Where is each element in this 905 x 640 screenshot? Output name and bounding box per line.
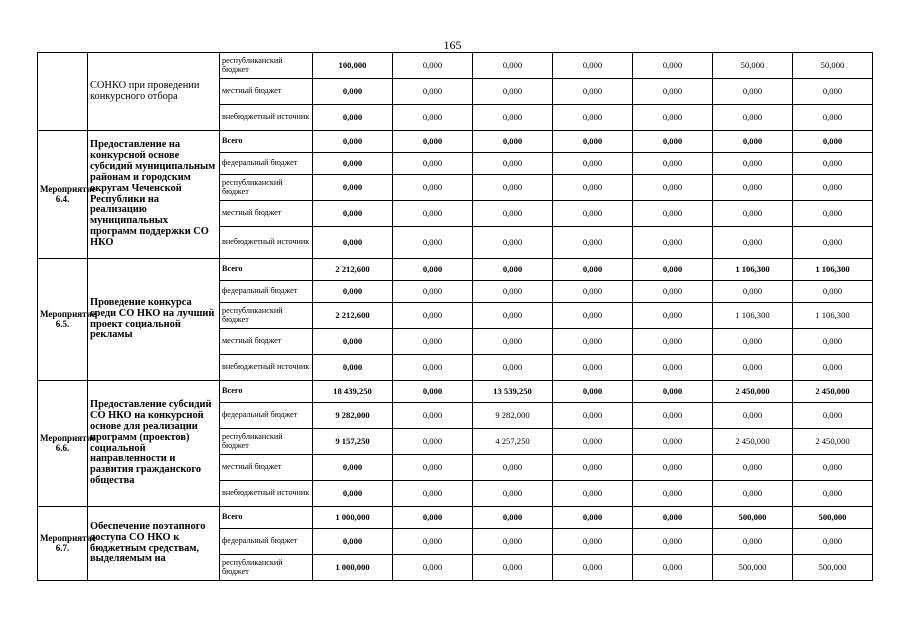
- total-amount-cell: 0,000: [313, 175, 393, 201]
- amount-cell: 0,000: [473, 131, 553, 153]
- total-amount-cell: 0,000: [313, 329, 393, 355]
- amount-cell: 0,000: [553, 281, 633, 303]
- amount-cell: 0,000: [393, 105, 473, 131]
- amount-cell: 0,000: [713, 481, 793, 507]
- funding-source: республиканский бюджет: [220, 429, 313, 455]
- amount-cell: 0,000: [633, 201, 713, 227]
- activity-code: [38, 53, 88, 131]
- amount-cell: 50,000: [793, 53, 873, 79]
- amount-cell: 0,000: [553, 529, 633, 555]
- total-amount-cell: 0,000: [313, 105, 393, 131]
- amount-cell: 0,000: [713, 153, 793, 175]
- total-amount-cell: 0,000: [313, 227, 393, 259]
- amount-cell: 0,000: [633, 403, 713, 429]
- amount-cell: 0,000: [553, 481, 633, 507]
- amount-cell: 0,000: [393, 355, 473, 381]
- amount-cell: 0,000: [393, 303, 473, 329]
- amount-cell: 0,000: [793, 281, 873, 303]
- amount-cell: 0,000: [393, 153, 473, 175]
- total-amount-cell: 9 282,000: [313, 403, 393, 429]
- amount-cell: 0,000: [713, 105, 793, 131]
- activity-code: Мероприятие 6.7.: [38, 507, 88, 581]
- amount-cell: 0,000: [793, 131, 873, 153]
- funding-source: Всего: [220, 259, 313, 281]
- amount-cell: 0,000: [633, 131, 713, 153]
- amount-cell: 0,000: [633, 429, 713, 455]
- amount-cell: 0,000: [633, 355, 713, 381]
- amount-cell: 0,000: [793, 529, 873, 555]
- amount-cell: 0,000: [473, 201, 553, 227]
- amount-cell: 0,000: [473, 153, 553, 175]
- amount-cell: 0,000: [793, 329, 873, 355]
- amount-cell: 0,000: [473, 259, 553, 281]
- amount-cell: 0,000: [633, 259, 713, 281]
- amount-cell: 500,000: [793, 507, 873, 529]
- amount-cell: 4 257,250: [473, 429, 553, 455]
- amount-cell: 0,000: [393, 131, 473, 153]
- amount-cell: 0,000: [473, 53, 553, 79]
- amount-cell: 0,000: [393, 555, 473, 581]
- amount-cell: 0,000: [553, 79, 633, 105]
- funding-source: республиканский бюджет: [220, 53, 313, 79]
- amount-cell: 1 106,300: [713, 303, 793, 329]
- table-row: [38, 131, 873, 153]
- funding-source: федеральный бюджет: [220, 281, 313, 303]
- funding-source: республиканский бюджет: [220, 175, 313, 201]
- amount-cell: 0,000: [473, 481, 553, 507]
- amount-cell: 0,000: [633, 381, 713, 403]
- total-amount-cell: 0,000: [313, 131, 393, 153]
- amount-cell: 0,000: [473, 281, 553, 303]
- amount-cell: 0,000: [393, 381, 473, 403]
- amount-cell: 0,000: [553, 105, 633, 131]
- amount-cell: 0,000: [393, 79, 473, 105]
- amount-cell: 2 450,000: [713, 429, 793, 455]
- amount-cell: 0,000: [633, 529, 713, 555]
- amount-cell: 0,000: [553, 403, 633, 429]
- amount-cell: 0,000: [393, 429, 473, 455]
- amount-cell: 0,000: [633, 175, 713, 201]
- total-amount-cell: 0,000: [313, 79, 393, 105]
- funding-source: Всего: [220, 131, 313, 153]
- amount-cell: 0,000: [473, 175, 553, 201]
- amount-cell: 0,000: [633, 329, 713, 355]
- amount-cell: 0,000: [713, 175, 793, 201]
- total-amount-cell: 0,000: [313, 529, 393, 555]
- amount-cell: 0,000: [633, 481, 713, 507]
- page-number: 165: [443, 38, 462, 52]
- amount-cell: 0,000: [553, 455, 633, 481]
- funding-source: федеральный бюджет: [220, 529, 313, 555]
- amount-cell: 0,000: [393, 507, 473, 529]
- amount-cell: 0,000: [633, 105, 713, 131]
- amount-cell: 0,000: [393, 281, 473, 303]
- funding-source: внебюджетный источник: [220, 355, 313, 381]
- amount-cell: 500,000: [713, 555, 793, 581]
- total-amount-cell: 0,000: [313, 355, 393, 381]
- activity-name: Обеспечение поэтапного доступа СО НКО к бюджетным средствам, выделяемым на: [88, 507, 220, 581]
- funding-source: Всего: [220, 507, 313, 529]
- amount-cell: 0,000: [713, 281, 793, 303]
- amount-cell: 0,000: [713, 131, 793, 153]
- funding-source: федеральный бюджет: [220, 403, 313, 429]
- amount-cell: 0,000: [713, 355, 793, 381]
- amount-cell: 0,000: [793, 481, 873, 507]
- amount-cell: 1 106,300: [793, 303, 873, 329]
- amount-cell: 0,000: [393, 175, 473, 201]
- total-amount-cell: 0,000: [313, 455, 393, 481]
- amount-cell: 0,000: [793, 79, 873, 105]
- total-amount-cell: 18 439,250: [313, 381, 393, 403]
- amount-cell: 0,000: [553, 153, 633, 175]
- amount-cell: 0,000: [553, 303, 633, 329]
- amount-cell: 0,000: [393, 455, 473, 481]
- funding-source: Всего: [220, 381, 313, 403]
- funding-source: федеральный бюджет: [220, 153, 313, 175]
- amount-cell: 0,000: [793, 455, 873, 481]
- total-amount-cell: 100,000: [313, 53, 393, 79]
- funding-source: республиканский бюджет: [220, 555, 313, 581]
- amount-cell: 0,000: [633, 507, 713, 529]
- amount-cell: 0,000: [713, 403, 793, 429]
- activity-name: Проведение конкурса среди СО НКО на лучший проект социальной рекламы: [88, 259, 220, 381]
- total-amount-cell: 0,000: [313, 481, 393, 507]
- funding-source: местный бюджет: [220, 329, 313, 355]
- amount-cell: 0,000: [713, 201, 793, 227]
- amount-cell: 0,000: [473, 355, 553, 381]
- funding-source: внебюджетный источник: [220, 481, 313, 507]
- amount-cell: 0,000: [553, 507, 633, 529]
- table-row: [38, 53, 873, 79]
- amount-cell: 0,000: [553, 131, 633, 153]
- amount-cell: 0,000: [713, 529, 793, 555]
- amount-cell: 0,000: [793, 175, 873, 201]
- amount-cell: 0,000: [473, 529, 553, 555]
- total-amount-cell: 0,000: [313, 201, 393, 227]
- amount-cell: 0,000: [793, 153, 873, 175]
- amount-cell: 0,000: [393, 53, 473, 79]
- amount-cell: 0,000: [553, 227, 633, 259]
- amount-cell: 0,000: [393, 529, 473, 555]
- amount-cell: 2 450,000: [713, 381, 793, 403]
- total-amount-cell: 2 212,600: [313, 303, 393, 329]
- table-row: [38, 381, 873, 403]
- amount-cell: 0,000: [473, 227, 553, 259]
- budget-table: [37, 52, 873, 581]
- amount-cell: 0,000: [553, 381, 633, 403]
- table-row: [38, 259, 873, 281]
- amount-cell: 9 282,000: [473, 403, 553, 429]
- amount-cell: 0,000: [473, 555, 553, 581]
- total-amount-cell: 2 212,600: [313, 259, 393, 281]
- activity-code: Мероприятие 6.6.: [38, 381, 88, 507]
- amount-cell: 0,000: [393, 201, 473, 227]
- amount-cell: 0,000: [553, 329, 633, 355]
- amount-cell: 0,000: [553, 555, 633, 581]
- amount-cell: 50,000: [713, 53, 793, 79]
- amount-cell: 0,000: [793, 201, 873, 227]
- amount-cell: 0,000: [393, 481, 473, 507]
- total-amount-cell: 0,000: [313, 281, 393, 303]
- amount-cell: 0,000: [393, 329, 473, 355]
- activity-code: Мероприятие 6.4.: [38, 131, 88, 259]
- amount-cell: 0,000: [793, 355, 873, 381]
- funding-source: внебюджетный источник: [220, 105, 313, 131]
- activity-name: Предоставление субсидий СО НКО на конкурсной основе для реализации программ (проектов) социальной направленности и развития гражданского общества: [88, 381, 220, 507]
- amount-cell: 0,000: [633, 303, 713, 329]
- activity-code: Мероприятие 6.5.: [38, 259, 88, 381]
- amount-cell: 0,000: [553, 53, 633, 79]
- amount-cell: 0,000: [713, 79, 793, 105]
- amount-cell: 0,000: [473, 507, 553, 529]
- amount-cell: 0,000: [633, 555, 713, 581]
- funding-source: республиканский бюджет: [220, 303, 313, 329]
- amount-cell: 0,000: [633, 455, 713, 481]
- amount-cell: 0,000: [553, 175, 633, 201]
- funding-source: местный бюджет: [220, 455, 313, 481]
- total-amount-cell: 1 000,000: [313, 555, 393, 581]
- amount-cell: 0,000: [713, 455, 793, 481]
- funding-source: внебюджетный источник: [220, 227, 313, 259]
- amount-cell: 1 106,300: [793, 259, 873, 281]
- amount-cell: 0,000: [793, 227, 873, 259]
- amount-cell: 0,000: [713, 329, 793, 355]
- activity-name: СОНКО при проведении конкурсного отбора: [88, 53, 220, 131]
- total-amount-cell: 1 000,000: [313, 507, 393, 529]
- total-amount-cell: 9 157,250: [313, 429, 393, 455]
- amount-cell: 0,000: [473, 455, 553, 481]
- amount-cell: 0,000: [393, 403, 473, 429]
- amount-cell: 0,000: [473, 329, 553, 355]
- amount-cell: 0,000: [473, 79, 553, 105]
- table-row: [38, 507, 873, 529]
- amount-cell: 0,000: [793, 105, 873, 131]
- amount-cell: 13 539,250: [473, 381, 553, 403]
- amount-cell: 0,000: [393, 227, 473, 259]
- amount-cell: 0,000: [633, 79, 713, 105]
- activity-name: Предоставление на конкурсной основе субсидий муниципальным районам и городским округам Чеченской Республики на реализацию муниципальных программ поддержки СО НКО: [88, 131, 220, 259]
- total-amount-cell: 0,000: [313, 153, 393, 175]
- amount-cell: 0,000: [633, 53, 713, 79]
- amount-cell: 2 450,000: [793, 429, 873, 455]
- amount-cell: 2 450,000: [793, 381, 873, 403]
- amount-cell: 0,000: [553, 429, 633, 455]
- amount-cell: 0,000: [553, 355, 633, 381]
- funding-source: местный бюджет: [220, 201, 313, 227]
- amount-cell: 0,000: [553, 259, 633, 281]
- amount-cell: 0,000: [713, 227, 793, 259]
- amount-cell: 0,000: [633, 227, 713, 259]
- amount-cell: 0,000: [393, 259, 473, 281]
- amount-cell: 0,000: [793, 403, 873, 429]
- amount-cell: 0,000: [473, 303, 553, 329]
- funding-source: местный бюджет: [220, 79, 313, 105]
- amount-cell: 0,000: [633, 153, 713, 175]
- amount-cell: 0,000: [473, 105, 553, 131]
- amount-cell: 500,000: [713, 507, 793, 529]
- amount-cell: 1 106,300: [713, 259, 793, 281]
- amount-cell: 500,000: [793, 555, 873, 581]
- amount-cell: 0,000: [553, 201, 633, 227]
- amount-cell: 0,000: [633, 281, 713, 303]
